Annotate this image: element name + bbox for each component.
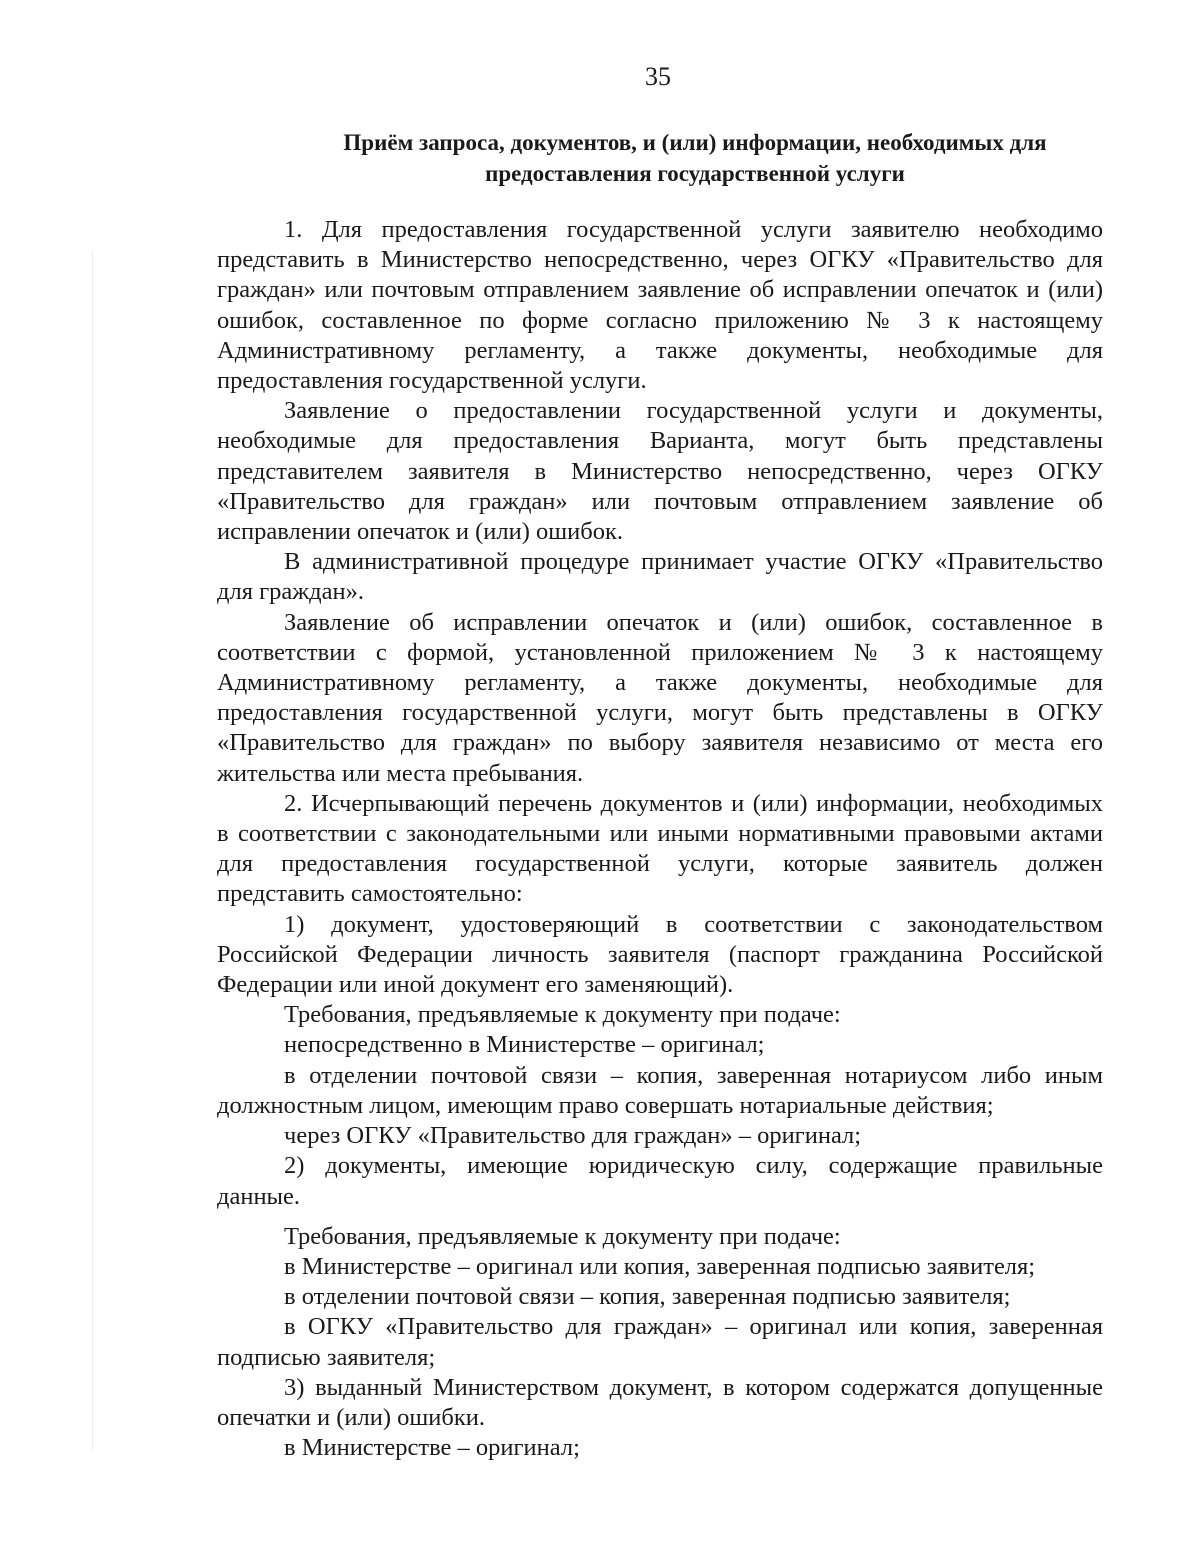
paragraph-16: 3) выданный Министерством документ, в котором содержатся допущенные опечатки и (или) ошибки. xyxy=(217,1373,1103,1431)
paragraph-15: в ОГКУ «Правительство для граждан» – оригинал или копия, заверенная подписью заявителя; xyxy=(217,1313,1103,1371)
paragraph-10: через ОГКУ «Правительство для граждан» – оригинал; xyxy=(284,1122,862,1150)
section-title-line-1: Приём запроса, документов, и (или) информации, необходимых для xyxy=(343,130,1047,155)
paragraph-17: в Министерстве – оригинал; xyxy=(284,1434,580,1462)
page-number: 35 xyxy=(645,62,671,91)
paragraph-14: в отделении почтовой связи – копия, заверенная подписью заявителя; xyxy=(284,1283,1011,1311)
paragraph-5: 2. Исчерпывающий перечень документов и (или) информации, необходимых в соответствии с законодательными или иными нормативными правовыми актами для предоставления государственной услуги, которые заявитель должен представить самостоятельно: xyxy=(217,789,1103,908)
paragraph-1: 1. Для предоставления государственной услуги заявителю необходимо представить в Министерство непосредственно, через ОГКУ «Правительство для граждан» или почтовым отправлением заявление об исправлении опечаток и (или) ошибок, составленное по форме согласно приложению № 3 к настоящему Административному регламенту, а также документы, необходимые для предоставления государственной услуги. xyxy=(217,216,1103,395)
paragraph-6: 1) документ, удостоверяющий в соответствии с законодательством Российской Федерации личность заявителя (паспорт гражданина Российской Федерации или иной документ его заменяющий). xyxy=(217,910,1103,999)
paragraph-4: Заявление об исправлении опечаток и (или) ошибок, составленное в соответствии с формой, установленной приложением № 3 к настоящему Административному регламенту, а также документы, необходимые для предоставления государственной услуги, могут быть представлены в ОГКУ «Правительство для граждан» по выбору заявителя независимо от места его жительства или места пребывания. xyxy=(217,608,1103,787)
paragraph-3: В административной процедуре принимает участие ОГКУ «Правительство для граждан». xyxy=(217,548,1103,606)
section-title-line-2: предоставления государственной услуги xyxy=(485,161,905,186)
paragraph-7: Требования, предъявляемые к документу при подаче: xyxy=(284,1001,841,1029)
paragraph-9: в отделении почтовой связи – копия, заверенная нотариусом либо иным должностным лицом, имеющим право совершать нотариальные действия; xyxy=(217,1061,1103,1119)
paragraph-8: непосредственно в Министерстве – оригинал; xyxy=(284,1031,765,1059)
paragraph-12: Требования, предъявляемые к документу при подаче: xyxy=(284,1222,841,1250)
paragraph-13: в Министерстве – оригинал или копия, заверенная подписью заявителя; xyxy=(284,1252,1036,1280)
document-body xyxy=(217,215,1103,1463)
scan-margin-line xyxy=(92,250,93,1450)
paragraph-11: 2) документы, имеющие юридическую силу, содержащие правильные данные. xyxy=(217,1152,1103,1210)
section-title xyxy=(300,127,1090,189)
paragraph-2: Заявление о предоставлении государственной услуги и документы, необходимые для предоставления Варианта, могут быть представлены представителем заявителя в Министерство непосредственно, через ОГКУ «Правительство для граждан» или почтовым отправлением заявление об исправлении опечаток и (или) ошибок. xyxy=(217,397,1103,546)
